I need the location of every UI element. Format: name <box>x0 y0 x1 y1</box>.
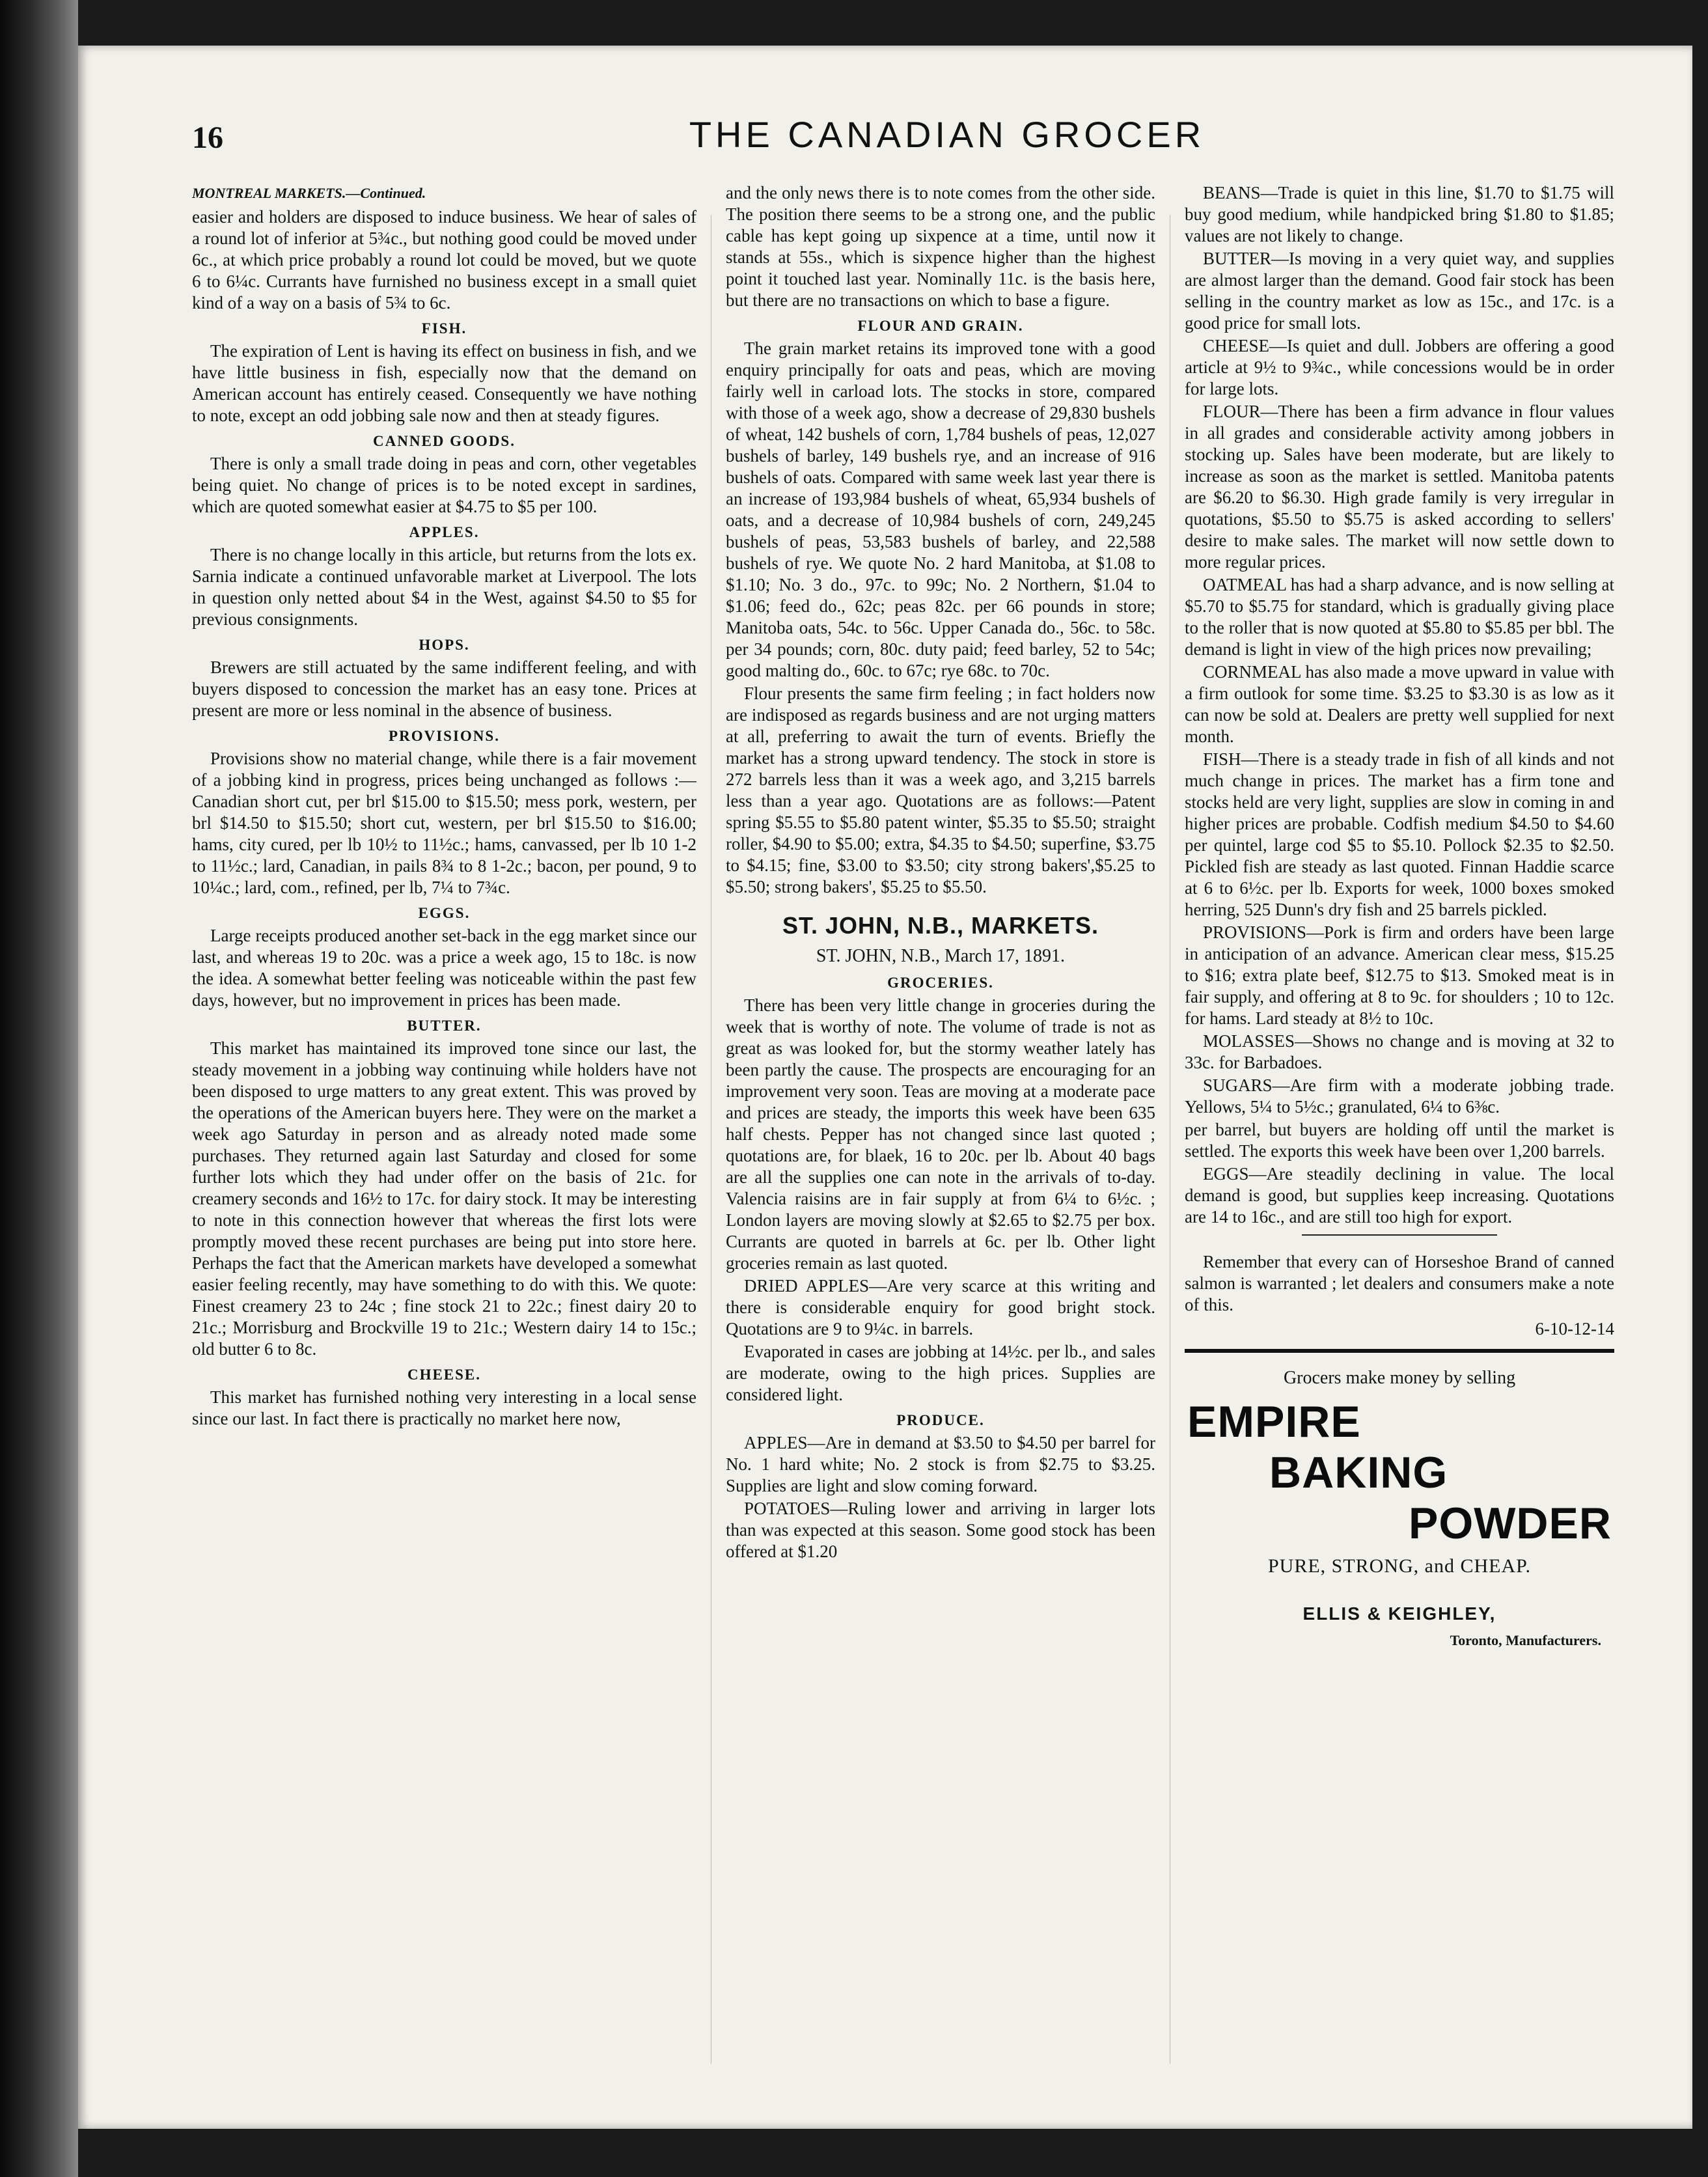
notice-code: 6-10-12-14 <box>1535 1319 1614 1338</box>
apples-paragraph: There is no change locally in this article, but returns from the lots ex. Sarnia indicate a continued unfavorable market at Liverpool. The lots in question only netted about $4 in the West, against $4.50 to $5 for previous consignments. <box>192 545 696 629</box>
apples-heading: APPLES. <box>409 524 480 540</box>
evaporated-paragraph: Evaporated in cases are jobbing at 14½c. per lb., and sales are moderate, owing to the high prices. Supplies are considered light. <box>726 1342 1155 1404</box>
beans-paragraph: BEANS—Trade is quiet in this line, $1.70 to $1.75 will buy good medium, while handpicked bring $1.80 to $1.85; values are not likely to change. <box>1185 183 1614 245</box>
sugars-paragraph: SUGARS—Are firm with a moderate jobbing trade. Yellows, 5¼ to 5½c.; granulated, 6¼ to 6⅜c. <box>1185 1075 1614 1116</box>
eggs-paragraph: EGGS—Are steadily declining in value. The local demand is good, but supplies keep increasing. Quotations are 14 to 16c., and are still too high for export. <box>1185 1164 1614 1227</box>
provisions-paragraph: Provisions show no material change, while there is a fair movement of a jobbing kind in progress, prices being unchanged as follows :—Canadian short cut, per brl $15.00 to $15.50; mess pork, western, per brl $14.50 to $15.50; short cut, western, per brl $15.50 to $16.00; hams, city cured, per lb 10½ to 11½c.; hams, canvassed, per lb 10 1-2 to 11½c.; lard, Canadian, in pails 8¾ to 8 1-2c.; bacon, per pound, 9 to 10¼c.; lard, com., refined, per lb, 7¼ to 7¾c. <box>192 749 696 897</box>
potatoes-paragraph: POTATOES—Ruling lower and arriving in larger lots than was expected at this season. Some good stock has been offered at $1.20 <box>726 1499 1155 1561</box>
column-middle <box>726 182 1155 2070</box>
ad-brand-line-1: EMPIRE <box>1187 1397 1361 1447</box>
grain-paragraph: The grain market retains its improved tone with a good enquiry principally for oats and peas, which are moving fairly well in carload lots. The stocks in store, compared with those of a week ago, show a decrease of 29,830 bushels of wheat, 142 bushels of corn, 1,784 bushels of peas, 12,027 bushels of barley, 149 bushels rye, and an increase of 916 bushels of oats. Compared with same week last year there is an increase of 193,984 bushels of wheat, 65,934 bushels of oats, and a decrease of 10,984 bushels of corn, 249,245 bushels of peas, 53,583 bushels of barley, and 22,588 bushels of rye. We quote No. 2 hard Manitoba, at $1.08 to $1.10; No. 3 do., 97c. to 99c; No. 2 Northern, $1.04 to $1.06; feed do., 62c; peas 82c. per 66 pounds in store; Manitoba oats, 54c. to 56c. Upper Canada do., 56c. to 58c. per 34 pounds; corn, 80c. duty paid; feed barley, 52 to 54c; good malting do., 60c. to 67c; rye 68c. to 70c. <box>726 339 1155 680</box>
ad-manufacturer: ELLIS & KEIGHLEY, <box>1302 1603 1496 1624</box>
ad-intro: Grocers make money by selling <box>1283 1368 1516 1388</box>
st-john-dateline: ST. JOHN, N.B., March 17, 1891. <box>816 946 1066 966</box>
flour-grain-heading: FLOUR AND GRAIN. <box>857 318 1024 334</box>
hops-heading: HOPS. <box>419 637 470 653</box>
sugars-continued-paragraph: per barrel, but buyers are holding off until the market is settled. The exports this week have been over 1,200 barrels. <box>1185 1120 1614 1161</box>
dried-apples-paragraph: DRIED APPLES—Are very scarce at this writing and there is considerable enquiry for good bright stock. Quotations are 9 to 9¼c. in barrels. <box>726 1276 1155 1338</box>
column-montreal-markets <box>192 182 696 2070</box>
ad-brand-line-2: BAKING <box>1269 1448 1448 1497</box>
groceries-paragraph: There has been very little change in groceries during the week that is worthy of note. The volume of trade is not as great as was looked for, but the stormy weather lately has been partly the cause. The prospects are encouraging for an improvement very soon. Teas are moving at a moderate pace and prices are steady, the imports this week have been 635 half chests. Pepper has not changed since last quoted ; quotations are, for blaek, 16 to 20c. per lb. About 40 bags are all the supplies one can note in the arrivals of to-day. Valencia raisins are in fair supply at from 6¼ to 6½c. ; London layers are moving slowly at $2.65 to $2.75 per box. Currants are quoted in barrels at 6c. per lb. Other light groceries remain as last quoted. <box>726 995 1155 1273</box>
flour-paragraph: Flour presents the same firm feeling ; in fact holders now are indisposed as regards business and are not urging matters at all, preferring to await the turn of events. Briefly the market has a strong upward tendency. The stock in store is 272 barrels less than it was a week ago, and 3,215 barrels less than a year ago. Quotations are as follows:—Patent spring $5.55 to $5.80 patent winter, $5.35 to $5.50; straight roller, $4.90 to $5.00; extra, $4.35 to $4.50; superfine, $3.75 to $4.15; fine, $3.00 to $3.50; city strong bakers',$5.25 to $5.50; strong bakers', $5.25 to $5.50. <box>726 684 1155 896</box>
cheese-paragraph: CHEESE—Is quiet and dull. Jobbers are offering a good article at 9½ to 9¾c., while concessions would be in order for large lots. <box>1185 336 1614 398</box>
canned-goods-paragraph: There is only a small trade doing in peas and corn, other vegetables being quiet. No change of prices is to be noted except in sardines, which are quoted somewhat easier at $4.75 to $5 per 100. <box>192 454 696 516</box>
cornmeal-paragraph: CORNMEAL has also made a move upward in value with a firm outlook for some time. $3.25 to $3.30 is as low as it can now be sold at. Dealers are pretty well supplied for next month. <box>1185 662 1614 746</box>
empire-baking-powder-ad <box>1185 1367 1614 1651</box>
page-title: THE CANADIAN GROCER <box>689 114 1205 155</box>
ad-location: Toronto, Manufacturers. <box>1450 1632 1601 1648</box>
st-john-markets-title: ST. JOHN, N.B., MARKETS. <box>782 912 1099 939</box>
groceries-heading: GROCERIES. <box>887 975 994 991</box>
column-right <box>1185 182 1614 2070</box>
butter-heading: BUTTER. <box>407 1018 482 1034</box>
eggs-paragraph: Large receipts produced another set-back in the egg market since our last, and whereas 19 to 20c. was a price a week ago, 15 to 18c. is now the idea. A somewhat better feeling was noticeable within the past few days, however, but no improvement in prices has been made. <box>192 926 696 1010</box>
page-header <box>192 111 1692 182</box>
butter-paragraph: This market has maintained its improved tone since our last, the steady movement in a jobbing way continuing while holders have not been disposed to urge matters to any great extent. This was proved by the operations of the American buyers here. They were on the market a week ago Saturday in person and as already noted made some purchases. They returned again last Saturday and closed for some further lots which they had under offer on the basis of 21c. for creamery seconds and 16½ to 17c. for dairy stock. It may be interesting to note in this connection however that whereas the first lots were promptly moved these recent purchases are being put into store here. Perhaps the fact that the American markets have developed a somewhat easier feeling recently, may have something to do with this. We quote: Finest creamery 23 to 24c ; fine stock 21 to 22c.; finest dairy 20 to 21c.; Morrisburg and Brockville 19 to 21c.; Western dairy 14 to 15c.; old butter 6 to 8c. <box>192 1038 696 1359</box>
cheese-heading: CHEESE. <box>407 1366 482 1383</box>
provisions-heading: PROVISIONS. <box>389 728 500 744</box>
eggs-heading: EGGS. <box>418 905 471 921</box>
intro-paragraph: easier and holders are disposed to induce business. We hear of sales of a round lot of inferior at 5¾c., but nothing good could be moved under 6c., at which price probably a round lot could be moved, but we quote 6 to 6¼c. Currants have furnished no business except in a small quiet kind of a way on a basis of 5¾ to 6c. <box>192 207 696 312</box>
book-binding-edge <box>0 0 78 2177</box>
fish-paragraph: The expiration of Lent is having its effect on business in fish, and we have little business in fish, especially now that the demand on American account has entirely ceased. Consequently we have nothing to note, except an odd jobbing sale now and then at steady figures. <box>192 341 696 425</box>
flour-paragraph: FLOUR—There has been a firm advance in flour values in all grades and considerable activity among jobbers in stocking up. Sales have been moderate, but are likely to increase as soon as the market is settled. Manitoba patents are $6.20 to $6.30. High grade family is very irregular in quotations, $5.50 to $5.75 is asked according to sellers' desire to make sales. The market will now settle down to more regular prices. <box>1185 402 1614 572</box>
cheese-continued-paragraph: and the only news there is to note comes from the other side. The position there seems to be a strong one, and the public cable has kept going up sixpence at a time, until now it stands at 55s., which is sixpence higher than the highest point it touched last year. Nominally 11c. is the basis here, but there are no transactions on which to base a figure. <box>726 183 1155 310</box>
oatmeal-paragraph: OATMEAL has had a sharp advance, and is now selling at $5.70 to $5.75 for standard, which is gradually giving place to the roller that is now quoted at $5.80 to $5.85 per bbl. The demand is light in view of the high prices now prevailing; <box>1185 575 1614 659</box>
continued-heading: MONTREAL MARKETS.—Continued. <box>192 185 426 201</box>
fish-paragraph: FISH—There is a steady trade in fish of all kinds and not much change in prices. The market has a firm tone and stocks held are very light, supplies are slow in coming in and higher prices are probable. Codfish medium $4.50 to $4.60 per quintel, large cod $5 to $5.10. Pollock $2.35 to $2.50. Pickled fish are steady as last quoted. Finnan Haddie scarce at 6 to 6½c. per lb. Exports for week, 1000 boxes smoked herring, 525 Dunn's dry fish and 25 barrels pickled. <box>1185 749 1614 919</box>
hops-paragraph: Brewers are still actuated by the same indifferent feeling, and with buyers disposed to concession the market has an easy tone. Prices at present are more or less nominal in the absence of business. <box>192 658 696 720</box>
produce-heading: PRODUCE. <box>896 1412 985 1428</box>
produce-apples-paragraph: APPLES—Are in demand at $3.50 to $4.50 per barrel for No. 1 hard white; No. 2 stock is from $2.75 to $3.25. Supplies are light and slow coming forward. <box>726 1433 1155 1495</box>
canned-goods-heading: CANNED GOODS. <box>373 433 516 449</box>
horseshoe-notice: Remember that every can of Horseshoe Brand of canned salmon is warranted ; let dealers and consumers make a note of this. <box>1185 1252 1614 1314</box>
molasses-paragraph: MOLASSES—Shows no change and is moving at 32 to 33c. for Barbadoes. <box>1185 1031 1614 1072</box>
cheese-paragraph: This market has furnished nothing very interesting in a local sense since our last. In fact there is practically no market here now, <box>192 1387 696 1428</box>
section-rule <box>1302 1234 1497 1236</box>
butter-paragraph: BUTTER—Is moving in a very quiet way, and supplies are almost larger than the demand. Good fair stock has been selling in the country market as low as 15c., and 17c. is a good price for small lots. <box>1185 249 1614 333</box>
newspaper-page <box>78 46 1692 2129</box>
provisions-paragraph: PROVISIONS—Pork is firm and orders have been large in anticipation of an advance. American clear mess, $15.25 to $16; extra plate beef, $12.75 to $13. Smoked meat is in fair supply, and offering at 8 to 9c. for shoulders ; 10 to 12c. for hams. Lard steady at 8½ to 10c. <box>1185 922 1614 1028</box>
ad-tagline: PURE, STRONG, and CHEAP. <box>1267 1555 1532 1577</box>
ad-top-rule <box>1185 1349 1614 1353</box>
page-number: 16 <box>192 120 223 155</box>
fish-heading: FISH. <box>421 320 467 337</box>
ad-brand-line-3: POWDER <box>1409 1499 1612 1548</box>
